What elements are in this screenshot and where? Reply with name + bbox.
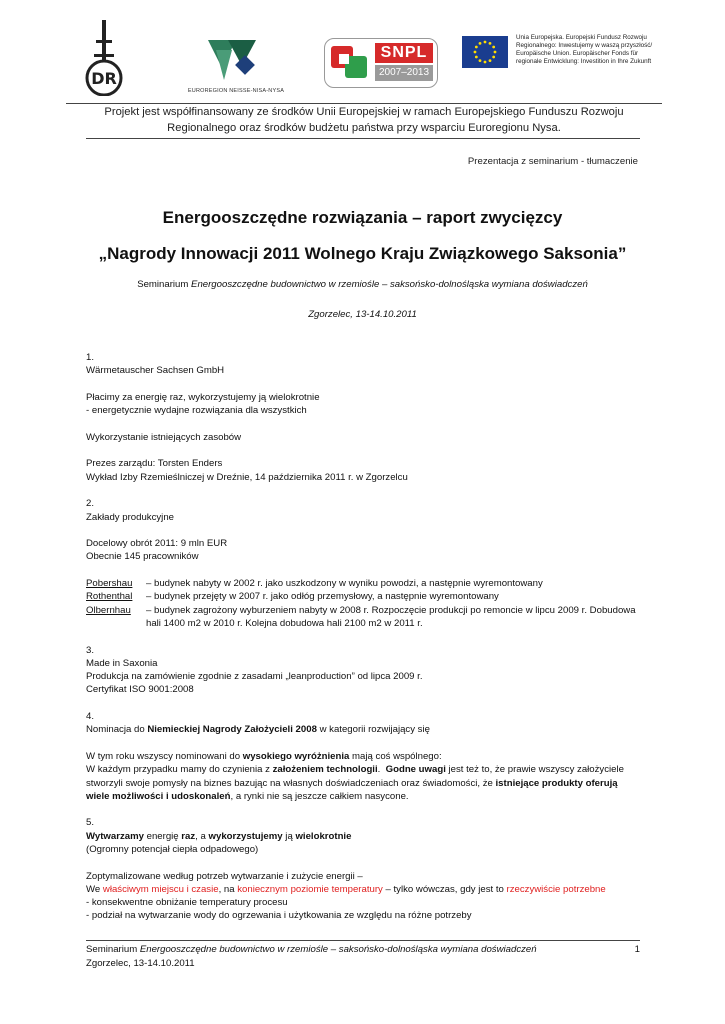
snpl-years: 2007–2013 (375, 65, 433, 81)
text-run: W tym roku wszyscy nominowani do (86, 750, 243, 762)
header-logos (66, 14, 662, 104)
document-title: Energooszczędne rozwiązania – raport zwycięzcy (162, 208, 563, 227)
snpl-logo (324, 38, 438, 88)
text-run: stworzyli swoje pomysły na biznes bazując na własnych doświadczeniach oraz świadomości, że (86, 777, 496, 789)
text-run-bold: wielokrotnie (295, 830, 352, 842)
footer-seminar (86, 943, 640, 957)
text-run-bold: raz (181, 830, 196, 842)
eu-text-line: Europäische Union. Europäischer Fonds für (516, 50, 639, 57)
cofinancing-note-line: Projekt jest współfinansowany ze środków Unii Europejskiej w ramach Europejskiego Funduszu Rozwoju (104, 106, 624, 118)
text-run-bold: wysokiego wyróżnienia (242, 750, 350, 762)
nomination-line (86, 723, 646, 736)
text-run: mają coś wspólnego: (349, 750, 442, 762)
text-line: Certyfikat ISO 9001:2008 (86, 684, 194, 696)
location-name: Olbernhau (86, 604, 131, 616)
location-row (86, 577, 646, 590)
eu-star-icon (494, 51, 497, 54)
section-number: 2. (86, 498, 95, 510)
cofinancing-note (66, 104, 662, 136)
eu-star-icon (492, 46, 495, 49)
text-line: Docelowy obrót 2011: 9 mln EUR (86, 538, 228, 550)
eu-flag-icon (462, 36, 508, 68)
text-run: , a (195, 830, 209, 842)
section-number: 1. (86, 352, 95, 363)
eu-logo (462, 34, 662, 84)
text-run: – tylko wówczas, gdy jest to (382, 883, 507, 895)
footer-divider (86, 940, 640, 941)
euroregion-caption: EUROREGION NEISSE-NISA-NYSA (187, 88, 285, 94)
snpl-mark-icon (329, 42, 373, 82)
text-line (86, 790, 646, 803)
text-run: , a rynki nie są jeszcze całkiem nasycone. (230, 790, 409, 802)
eu-star-icon (475, 46, 478, 49)
eu-star-icon (489, 42, 492, 45)
text-run: energię (143, 830, 182, 842)
text-line (86, 763, 646, 776)
text-run-bold: istniejące produkty oferują (495, 777, 618, 789)
text-run: . (377, 764, 386, 776)
text-line (86, 750, 646, 763)
text-line: Wykorzystanie istniejących zasobów (86, 431, 242, 443)
location-row (86, 590, 646, 603)
section-number: 5. (86, 817, 95, 829)
footer-prefix: Seminarium (86, 944, 140, 955)
text-line: Zakłady produkcyjne (86, 511, 174, 523)
text-run-highlight: koniecznym poziomie temperatury (237, 883, 383, 895)
text-run: We (86, 883, 103, 895)
eu-text-line: regionale Entwicklung: Investition in Ihre Zukunft (516, 58, 652, 65)
text-line: Zoptymalizowane według potrzeb wytwarzanie i zużycie energii – (86, 870, 363, 882)
page-footer (86, 943, 640, 970)
location-name: Pobershau (86, 578, 133, 590)
eu-star-icon (475, 56, 478, 59)
award-name: Niemieckiej Nagrody Założycieli 2008 (147, 724, 317, 736)
eu-star-icon (484, 61, 487, 64)
eu-star-icon (484, 41, 487, 44)
text-line: Made in Saxonia (86, 657, 158, 669)
text-line (86, 883, 646, 896)
section-heading (86, 830, 646, 843)
seminar-line (0, 279, 725, 290)
seminar-prefix: Seminarium (137, 279, 192, 290)
header-divider-bottom (86, 138, 640, 139)
section-number: 4. (86, 711, 95, 723)
text-line: (Ogromny potencjał ciepła odpadowego) (86, 843, 259, 855)
euroregion-mark-icon (176, 36, 296, 86)
text-run-highlight: właściwym miejscu i czasie (102, 883, 219, 895)
document-body (86, 351, 646, 923)
text-run-bold: założeniem technologii (272, 764, 378, 776)
text-run: w kategorii rozwijający się (316, 724, 430, 736)
seminar-name: Energooszczędne budownictwo w rzemiośle – saksońsko-dolnośląska wymiana doświadczeń (191, 279, 588, 290)
eu-star-icon (492, 56, 495, 59)
cofinancing-note-line: Regionalnego oraz środków budżetu państwa przy wsparciu Euroregionu Nysa. (167, 122, 561, 134)
eu-star-icon (479, 59, 482, 62)
location-name: Rothenthal (86, 591, 133, 603)
company-name: Wärmetauscher Sachsen GmbH (86, 365, 225, 377)
eu-funding-text (516, 34, 666, 66)
translation-note: Prezentacja z seminarium - tłumaczenie (467, 156, 638, 167)
text-run-highlight: rzeczywiście potrzebne (506, 883, 606, 895)
section-number: 3. (86, 644, 95, 656)
location-row (86, 604, 646, 631)
page-number: 1 (634, 944, 640, 955)
text-run-bold: Wytwarzamy (86, 830, 144, 842)
text-line: Produkcja na zamówienie zgodnie z zasadami „leanproduction” od lipca 2009 r. (86, 671, 423, 683)
eu-star-icon (474, 51, 477, 54)
location-desc: – budynek zagrożony wyburzeniem nabyty w 2008 r. Rozpoczęcie produkcji po remoncie w lipcu 2009 r. Dobudowa hali 1400 m2 w 2010 r. Kolejna dobudowa hali 2100 m2 w 2011 r. (146, 604, 636, 629)
text-line: - konsekwentne obniżanie temperatury procesu (86, 897, 288, 909)
snpl-wordmark: SNPL (375, 43, 433, 63)
eu-text-line: Unia Europejska. Europejski Fundusz Rozwoju (516, 34, 647, 41)
dr-logo (82, 20, 128, 96)
eu-star-icon (479, 42, 482, 45)
text-run-bold: wykorzystujemy (208, 830, 283, 842)
text-line: Wykład Izby Rzemieślniczej w Dreźnie, 14 października 2011 r. w Zgorzelcu (86, 471, 408, 483)
text-run-bold: wiele możliwości i udoskonaleń (86, 790, 231, 802)
text-run: jest też to, że prawie wszyscy założyciele (445, 764, 624, 776)
euroregion-logo (176, 36, 296, 98)
text-line: Prezes zarządu: Torsten Enders (86, 458, 223, 470)
text-line: Płacimy za energię raz, wykorzystujemy ją wielokrotnie (86, 391, 320, 403)
text-line: Obecnie 145 pracowników (86, 551, 199, 563)
text-line: - energetycznie wydajne rozwiązania dla wszystkich (86, 405, 307, 417)
text-run-bold: Godne uwagi (385, 764, 446, 776)
svg-text:DR: DR (91, 69, 117, 88)
text-line: - podział na wytwarzanie wody do ogrzewania i użytkowania ze względu na różne potrzeby (86, 910, 472, 922)
footer-seminar-name: Energooszczędne budownictwo w rzemiośle – saksońsko-dolnośląska wymiana doświadczeń (139, 944, 537, 955)
text-run: , na (218, 883, 238, 895)
footer-date: Zgorzelec, 13-14.10.2011 (86, 957, 195, 969)
text-run: W każdym przypadku mamy do czynienia z (86, 764, 273, 776)
seminar-date: Zgorzelec, 13-14.10.2011 (308, 309, 417, 320)
location-desc: – budynek przejęty w 2007 r. jako odłóg przemysłowy, a następnie wyremontowany (146, 591, 499, 603)
text-line (86, 777, 646, 790)
location-desc: – budynek nabyty w 2002 r. jako uszkodzony w wyniku powodzi, a następnie wyremontowany (146, 578, 543, 590)
text-run: Nominacja do (86, 724, 148, 736)
text-run: ją (282, 830, 296, 842)
eu-text-line: Regionalnego: Inwestujemy w waszą przyszłość/ (516, 42, 653, 49)
eu-star-icon (489, 59, 492, 62)
document-subtitle: „Nagrody Innowacji 2011 Wolnego Kraju Związkowego Saksonia” (98, 244, 627, 263)
